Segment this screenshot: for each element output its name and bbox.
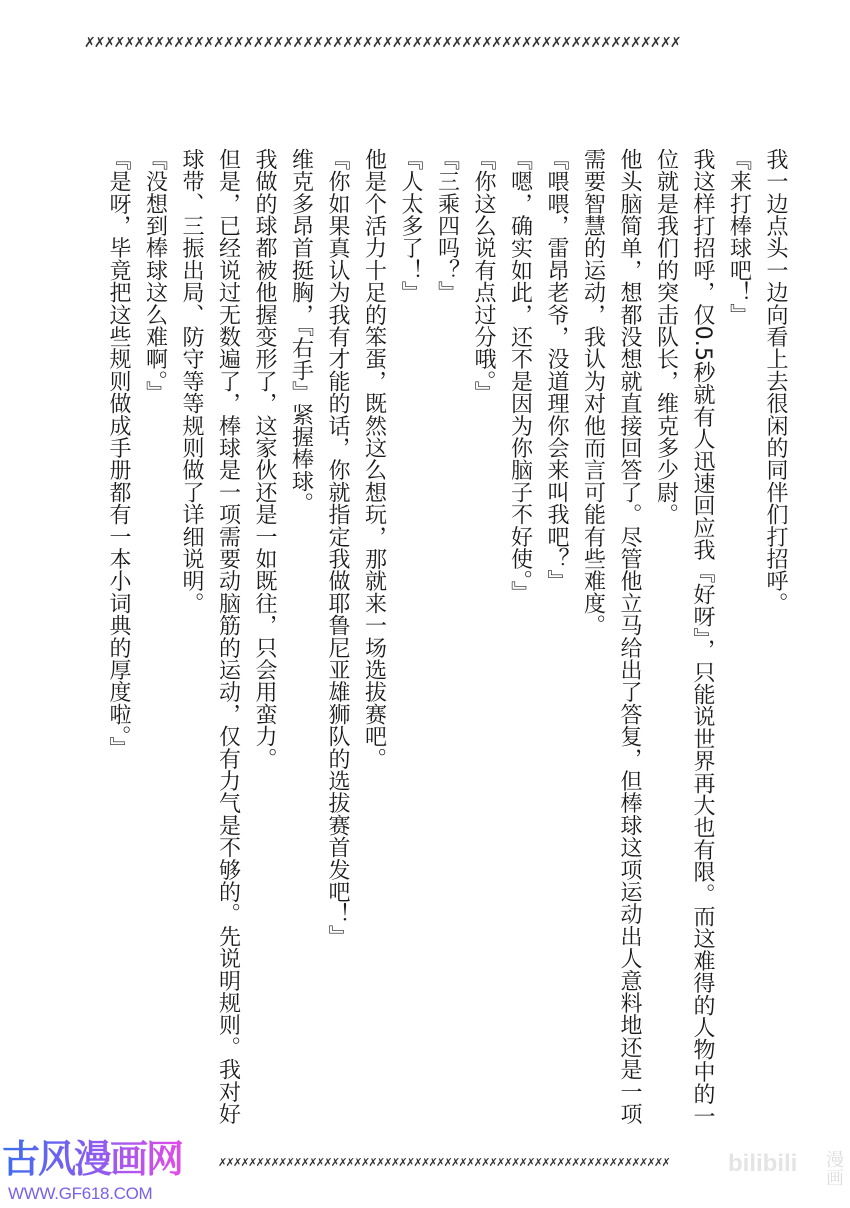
site-watermark-logo: 古风漫画网: [2, 1128, 182, 1183]
text-column: 我一边点头一边向看上去很闲的同伴们打招呼。: [763, 148, 788, 615]
vertical-text-body: [100, 148, 794, 1128]
text-column: 『三乘四吗？』: [434, 148, 460, 304]
manhua-watermark: 漫画: [823, 1150, 844, 1186]
text-column: 球带、三振出局、防守等等规则做了详细说明。: [179, 148, 204, 615]
text-column: 『人太多了！』: [398, 148, 423, 304]
text-column: 我做的球都被他握变形了，这家伙还是一如既往，只会用蛮力。: [252, 148, 277, 770]
text-column: 『你如果真认为我有才能的话，你就指定我做耶鲁尼亚雄狮队的选拔赛首发吧！』: [325, 148, 350, 948]
text-column: 『你这么说有点过分哦。』: [471, 148, 496, 404]
top-ornament-border: ✗✗✗✗✗✗✗✗✗✗✗✗✗✗✗✗✗✗✗✗✗✗✗✗✗✗✗✗✗✗✗✗✗✗✗✗✗✗✗✗✗✗✗✗✗✗✗✗✗✗✗✗✗✗✗✗✗✗✗✗: [84, 35, 680, 51]
text-column: 我这样打招呼，仅0.5秒就有人迅速回应我『好呀』，只能说世界再大也有限。而这难得的人物中的一: [690, 148, 715, 1128]
site-watermark-url: WWW.GF618.COM: [8, 1184, 153, 1203]
text-column: 『喂喂，雷昂老爷，没道理你会来叫我吧？』: [544, 148, 569, 592]
text-column: 需要智慧的运动，我认为对他而言可能有些难度。: [580, 148, 606, 637]
text-column: 他是个活力十足的笨蛋，既然这么想玩，那就来一场选拔赛吧。: [361, 148, 387, 770]
text-column: 维克多昂首挺胸，『右手』紧握棒球。: [288, 148, 314, 515]
text-column: 但是，已经说过无数遍了，棒球是一项需要动脑筋的运动，仅有力气是不够的。先说明规则。我对好: [215, 148, 241, 1125]
bottom-ornament-border: ✗✗✗✗✗✗✗✗✗✗✗✗✗✗✗✗✗✗✗✗✗✗✗✗✗✗✗✗✗✗✗✗✗✗✗✗✗✗✗✗✗✗✗✗✗✗✗✗✗✗✗✗✗✗✗✗✗✗✗✗: [218, 1156, 670, 1169]
text-column: 他头脑简单，想都没想就直接回答了。尽管他立马给出了答复，但棒球这项运动出人意料地还是一项: [617, 148, 642, 1125]
text-column: 『来打棒球吧！』: [726, 148, 752, 326]
bilibili-watermark: bilibili: [728, 1150, 798, 1177]
text-column: 位就是我们的突击队长，维克多少尉。: [653, 148, 679, 526]
text-column: 『是呀，毕竟把这些规则做成手册都有一本小词典的厚度啦。』: [106, 148, 131, 759]
text-column: 『嗯，确实如此，还不是因为你脑子不好使。』: [507, 148, 533, 604]
text-column: 『没想到棒球这么难啊。』: [142, 148, 168, 404]
